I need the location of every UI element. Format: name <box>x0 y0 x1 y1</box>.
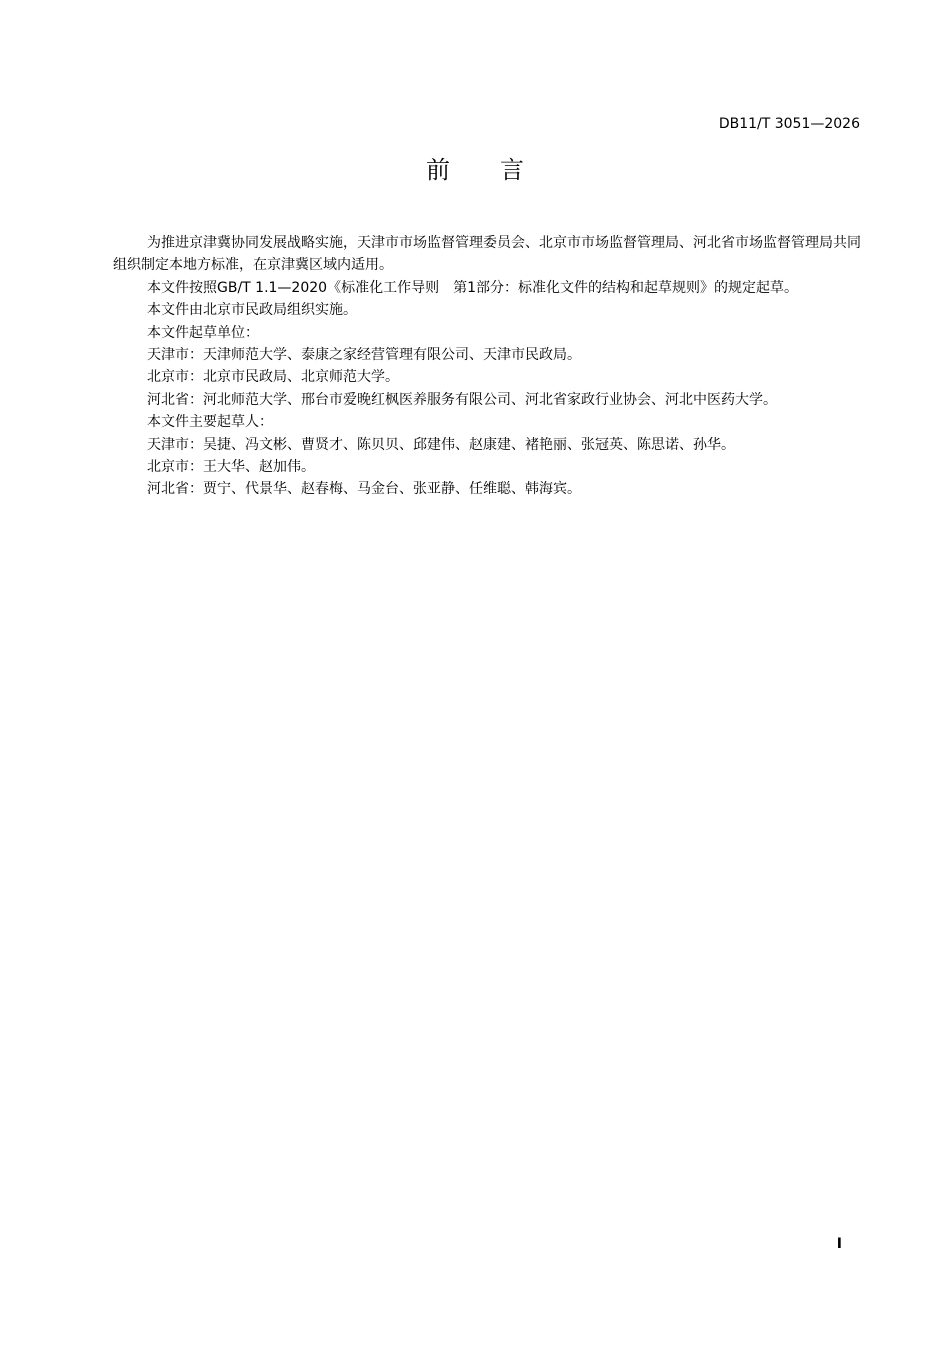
document-code: DB11/T 3051—2026 <box>718 116 860 132</box>
paragraph-purpose: 为推进京津冀协同发展战略实施，天津市市场监督管理委员会、北京市市场监督管理局、河北省市场监督管理局共同组织制定本地方标准，在京津冀区域内适用。 <box>113 235 861 274</box>
paragraph-units-tianjin: 天津市：天津师范大学、泰康之家经营管理有限公司、天津市民政局。 <box>147 347 581 364</box>
page-number: I <box>836 1236 842 1252</box>
paragraph-drafters-heading: 本文件主要起草人： <box>147 414 273 431</box>
paragraph-drafters-tianjin: 天津市：吴捷、冯文彬、曹贤才、陈贝贝、邱建伟、赵康建、褚艳丽、张冠英、陈思诺、孙华。 <box>147 436 735 453</box>
paragraph-drafting-rules: 本文件按照GB/T 1.1—2020《标准化工作导则 第1部分：标准化文件的结构和起草规则》的规定起草。 <box>147 279 798 296</box>
paragraph-drafters-hebei: 河北省：贾宁、代景华、赵春梅、马金台、张亚静、任维聪、韩海宾。 <box>147 481 581 498</box>
page-title: 前言 <box>426 156 574 184</box>
paragraph-drafting-units-heading: 本文件起草单位： <box>147 324 259 341</box>
paragraph-drafters-beijing: 北京市：王大华、赵加伟。 <box>147 459 315 476</box>
paragraph-implementation: 本文件由北京市民政局组织实施。 <box>147 302 357 319</box>
paragraph-units-hebei: 河北省：河北师范大学、邢台市爱晚红枫医养服务有限公司、河北省家政行业协会、河北中医药大学。 <box>147 391 777 408</box>
foreword-body <box>113 232 861 501</box>
paragraph-units-beijing: 北京市：北京市民政局、北京师范大学。 <box>147 369 399 386</box>
